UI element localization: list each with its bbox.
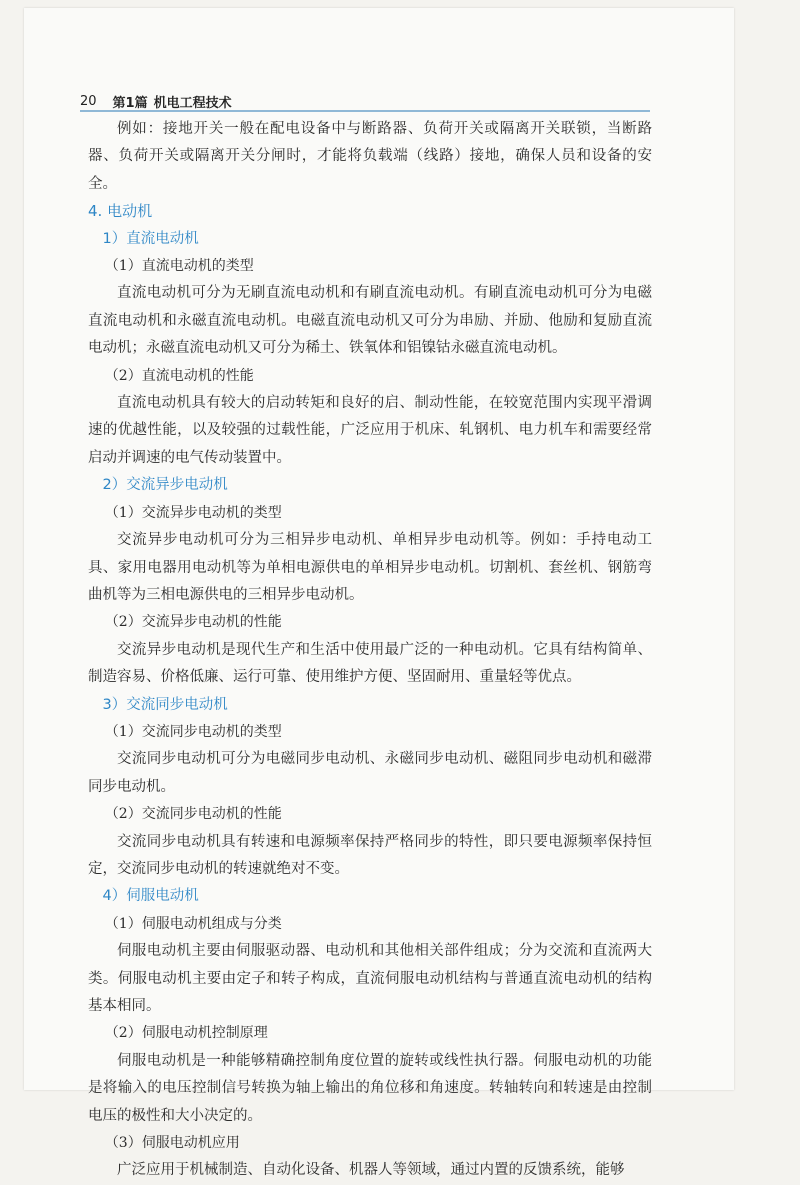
paragraph: 交流异步电动机是现代生产和生活中使用最广泛的一种电动机。它具有结构简单、制造容易、价格低廉、运行可靠、使用维护方便、坚固耐用、重量轻等优点。 [88, 641, 652, 686]
item-heading: （1）直流电动机的类型 [104, 258, 254, 275]
page-number: 20 [80, 93, 97, 109]
subsection-heading: 2）交流异步电动机 [102, 477, 228, 494]
running-header [80, 92, 650, 110]
header-rule [80, 110, 650, 112]
subsection-heading: 1）直流电动机 [102, 230, 199, 247]
section-heading: 4. 电动机 [88, 202, 153, 221]
item-heading: （1）交流同步电动机的类型 [104, 723, 282, 740]
paragraph: 广泛应用于机械制造、自动化设备、机器人等领域，通过内置的反馈系统，能够 [117, 1162, 625, 1179]
paragraph: 交流同步电动机具有转速和电源频率保持严格同步的特性，即只要电源频率保持恒定，交流同步电动机的转速就绝对不变。 [88, 833, 652, 877]
paragraph: 例如：接地开关一般在配电设备中与断路器、负荷开关或隔离开关联锁，当断路器、负荷开关或隔离开关分闸时，才能将负载端（线路）接地，确保人员和设备的安全。 [88, 121, 652, 192]
item-heading: （2）交流异步电动机的性能 [104, 614, 282, 631]
paragraph: 交流异步电动机可分为三相异步电动机、单相异步电动机等。例如：手持电动工具、家用电器用电动机等为单相电源供电的单相异步电动机。切割机、套丝机、钢筋弯曲机等为三相电源供电的三相异步电动机。 [88, 532, 652, 603]
item-heading: （2）交流同步电动机的性能 [104, 806, 282, 823]
subsection-heading: 4）伺服电动机 [102, 888, 199, 905]
item-heading: （2）伺服电动机控制原理 [104, 1025, 268, 1042]
item-heading: （1）伺服电动机组成与分类 [104, 915, 282, 932]
paragraph: 伺服电动机主要由伺服驱动器、电动机和其他相关部件组成；分为交流和直流两大类。伺服电动机主要由定子和转子构成，直流伺服电动机结构与普通直流电动机的结构基本相同。 [88, 943, 652, 1014]
item-heading: （2）直流电动机的性能 [104, 367, 254, 384]
paragraph: 直流电动机具有较大的启动转矩和良好的启、制动性能，在较宽范围内实现平滑调速的优越性能，以及较强的过载性能，广泛应用于机床、轧钢机、电力机车和需要经常启动并调速的电气传动装置中。 [88, 395, 652, 466]
subsection-heading: 3）交流同步电动机 [102, 696, 228, 713]
item-heading: （3）伺服电动机应用 [104, 1135, 240, 1152]
part-label: 第1篇 [112, 95, 148, 111]
paragraph: 交流同步电动机可分为电磁同步电动机、永磁同步电动机、磁阻同步电动机和磁滞同步电动机。 [88, 751, 652, 795]
paragraph: 直流电动机可分为无刷直流电动机和有刷直流电动机。有刷直流电动机可分为电磁直流电动机和永磁直流电动机。电磁直流电动机又可分为串励、并励、他励和复励直流电动机；永磁直流电动机又可分为稀土、铁氧体和铝镍钴永磁直流电动机。 [88, 285, 652, 357]
paragraph: 伺服电动机是一种能够精确控制角度位置的旋转或线性执行器。伺服电动机的功能是将输入的电压控制信号转换为轴上输出的角位移和角速度。转轴转向和转速是由控制电压的极性和大小决定的。 [88, 1052, 652, 1124]
item-heading: （1）交流异步电动机的类型 [104, 504, 282, 521]
book-title: 机电工程技术 [153, 95, 232, 111]
page-body [88, 116, 652, 1185]
